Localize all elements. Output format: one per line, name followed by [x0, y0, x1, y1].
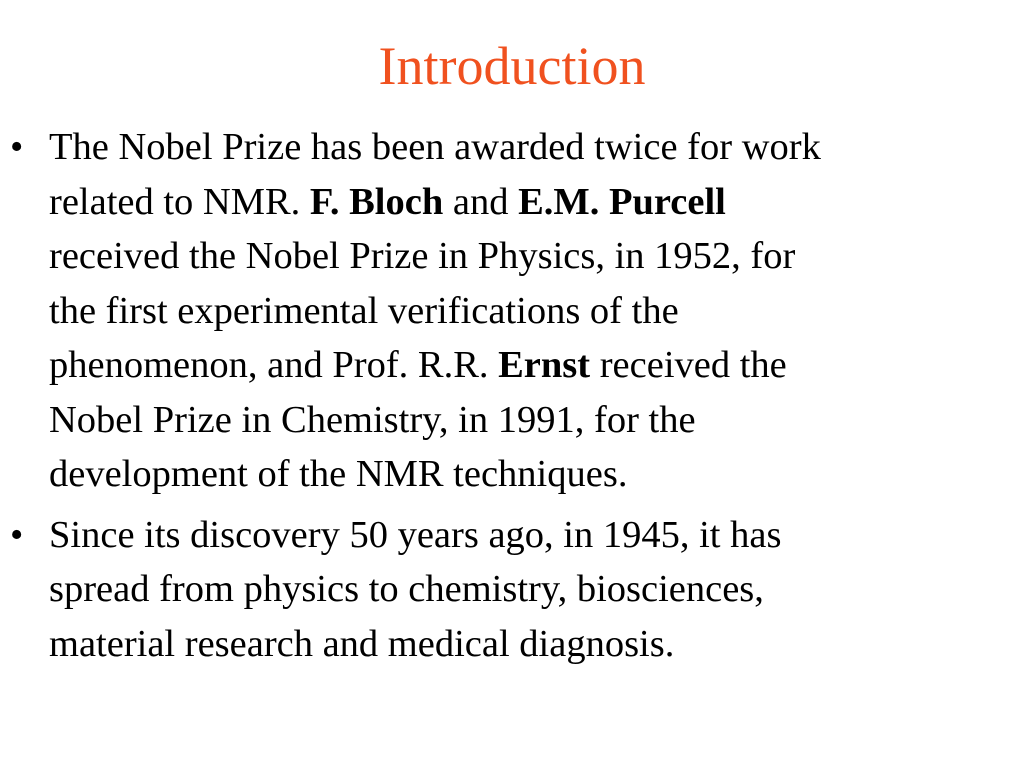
- text-line: spread from physics to chemistry, biosciences,: [49, 568, 764, 610]
- laureate-name-purcell: E.M. Purcell: [518, 180, 726, 223]
- laureate-name-bloch: F. Bloch: [309, 180, 444, 223]
- text-line: [49, 338, 1024, 393]
- text-segment: received the: [590, 344, 787, 386]
- bullet-marker: •: [10, 513, 24, 556]
- text-segment: related to NMR.: [49, 180, 310, 223]
- text-line: received the Nobel Prize in Physics, in 1952, for: [49, 235, 796, 277]
- bullet-list: [0, 120, 1024, 677]
- text-line: material research and medical diagnosis.: [49, 622, 675, 665]
- bullet-item-nobel-prize: [0, 120, 1024, 502]
- text-segment: and: [443, 180, 519, 223]
- text-segment: phenomenon, and Prof. R.R.: [49, 344, 499, 386]
- slide-title: Introduction: [378, 36, 646, 96]
- text-line: development of the NMR techniques.: [49, 453, 628, 495]
- text-line: Nobel Prize in Chemistry, in 1991, for the: [49, 398, 696, 441]
- laureate-name-ernst: Ernst: [498, 344, 591, 386]
- bullet-text: [49, 120, 1024, 502]
- text-line: Since its discovery 50 years ago, in 1945, it has: [49, 513, 782, 556]
- text-line: [49, 175, 1024, 230]
- bullet-text: [49, 508, 1024, 672]
- bullet-item-nmr-spread: [0, 508, 1024, 672]
- text-line: the first experimental verifications of the: [49, 289, 679, 332]
- text-line: The Nobel Prize has been awarded twice for work: [49, 126, 821, 168]
- bullet-marker: •: [10, 126, 24, 168]
